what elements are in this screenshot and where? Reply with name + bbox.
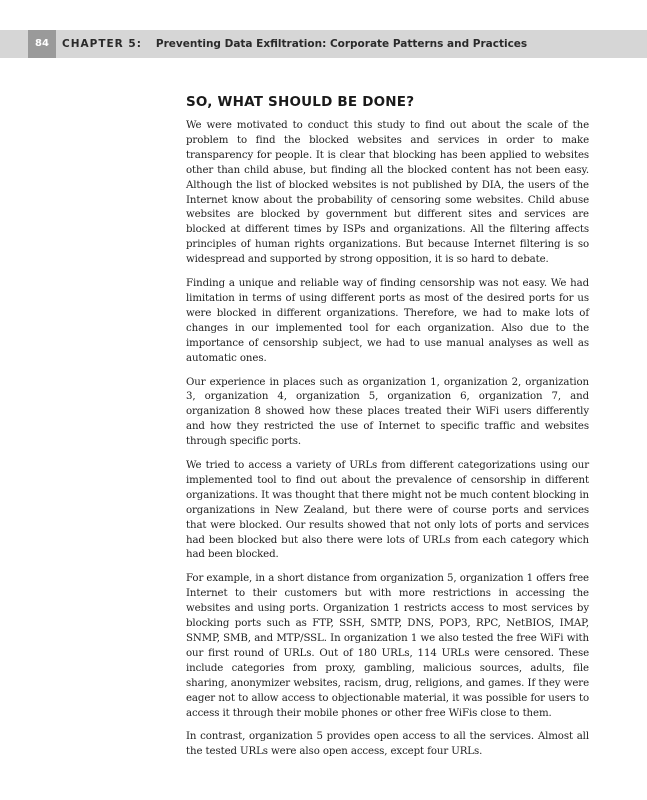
running-head-text xyxy=(62,30,527,58)
page-body xyxy=(186,94,589,769)
paragraph: Finding a unique and reliable way of finding censorship was not easy. We had limitation in terms of using different ports as most of the desired ports for us were blocked in different organizations. Therefore, we had to make lots of changes in our implemented tool for each organization. Also due to the importance of censorship subject, we had to use manual analyses as well as automatic ones. xyxy=(186,278,589,364)
paragraph: We were motivated to conduct this study to find out about the scale of the problem to find the blocked websites and services in order to make transparency for people. It is clear that blocking has been applied to websites other than child abuse, but finding all the blocked content has not been easy. Although the list of blocked websites is not published by DIA, the users of the Internet know about the probability of censoring some websites. Child abuse websites are blocked by government but different sites and services are blocked at different times by ISPs and organizations. All the filtering affects principles of human rights organizations. But because Internet filtering is so widespread and supported by strong opposition, it is so hard to debate. xyxy=(186,120,589,266)
page-number: 84 xyxy=(28,30,56,58)
section-heading: SO, WHAT SHOULD BE DONE? xyxy=(186,94,415,110)
chapter-title: Preventing Data Exfiltration: Corporate Patterns and Practices xyxy=(155,38,528,50)
paragraph: Our experience in places such as organization 1, organization 2, organization 3, organization 4, organization 5, organization 6, organization 7, and organization 8 showed how these places treated their WiFi users differently and how they restricted the use of Internet to specific traffic and websites through specific ports. xyxy=(186,376,589,448)
paragraph: We tried to access a variety of URLs from different categorizations using our implemented tool to find out about the prevalence of censorship in different organizations. It was thought that there might not be much content blocking in organizations in New Zealand, but there were of course ports and services that were blocked. Our results showed that not only lots of ports and services had been blocked but also there were lots of URLs from each category which had been blocked. xyxy=(186,460,589,561)
running-header xyxy=(0,30,647,58)
paragraph: In contrast, organization 5 provides open access to all the services. Almost all the tested URLs were also open access, except four URLs. xyxy=(186,731,589,758)
chapter-label: CHAPTER 5: xyxy=(62,38,142,50)
paragraph: For example, in a short distance from organization 5, organization 1 offers free Internet to their customers but with more restrictions in accessing the websites and using ports. Organization 1 restricts access to most services by blocking ports such as FTP, SSH, SMTP, DNS, POP3, RPC, NetBIOS, IMAP, SNMP, SMB, and MTP/SSL. In organization 1 we also tested the free WiFi with our first round of URLs. Out of 180 URLs, 114 URLs were censored. These include categories from proxy, gambling, malicious sources, adults, file sharing, anonymizer websites, racism, drug, religions, and games. If they were eager not to allow access to objectionable material, it was possible for users to access it through their mobile phones or other free WiFis close to them. xyxy=(186,573,589,719)
